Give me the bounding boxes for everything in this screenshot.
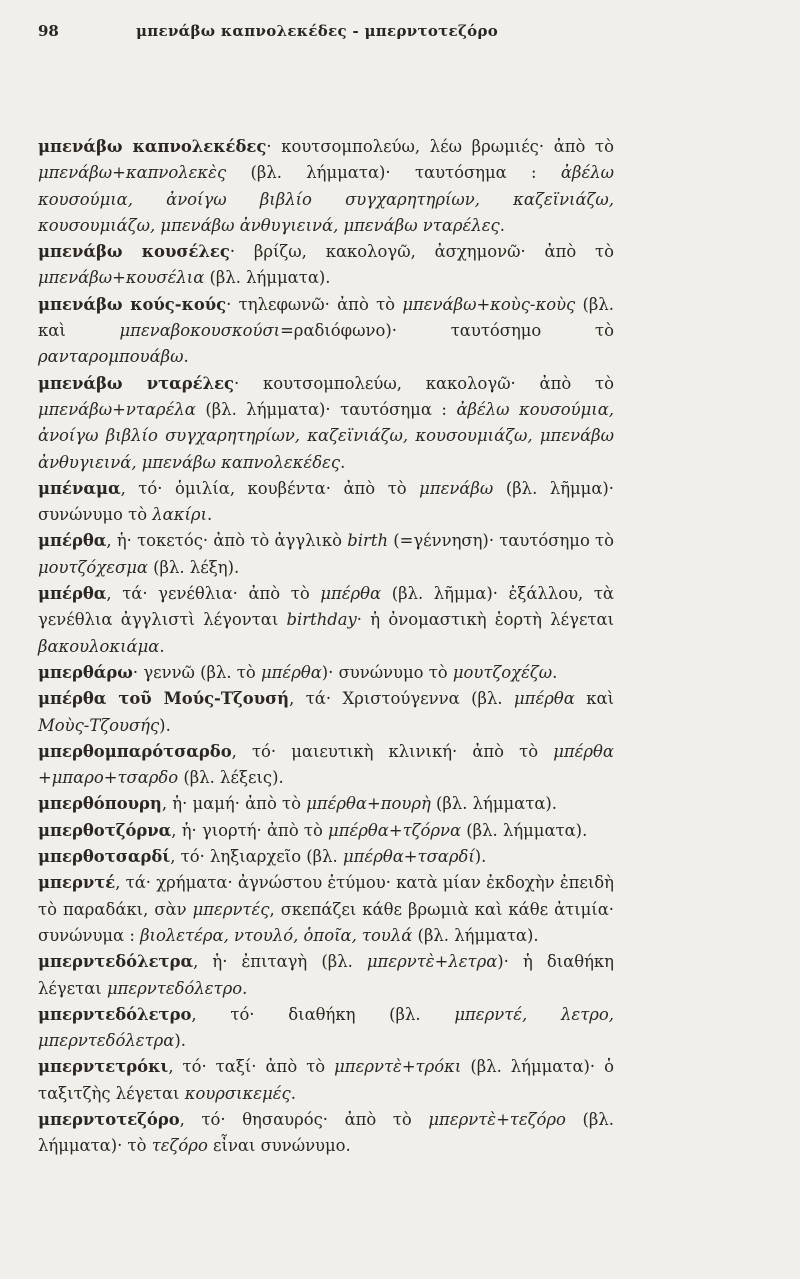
entry-text: ).: [159, 715, 171, 735]
dictionary-entry: [38, 528, 614, 581]
entry-headword: μπέρθα: [38, 531, 107, 551]
page-number: 98: [38, 22, 59, 40]
entry-text: (βλ. λήμματα).: [412, 925, 539, 945]
entry-text: , ἡ· ἐπιταγὴ (βλ.: [193, 952, 367, 972]
entry-headword: μπερθόπουρη: [38, 794, 162, 814]
entry-italic-text: ἀβέλω κουσούμια, ἀνοίγω βιβλίο συγχαρητηρίων, καζεϊνιάζω, κουσουμιάζω, μπενάβω ἀνθυγιεινά, μπενάβω καπνολεκέδες: [38, 399, 614, 472]
entry-text: (βλ. λῆμμα)· συνώνυμο τὸ: [38, 478, 615, 525]
entry-italic-text: μπέρθα: [260, 662, 322, 682]
entry-headword: μπενάβω κούς-κούς: [38, 294, 227, 314]
entry-headword: μπέναμα: [38, 478, 121, 498]
entry-italic-text: μπερντὲ+τεζόρο: [428, 1109, 566, 1129]
entry-text: , ἡ· γιορτή· ἀπὸ τὸ: [171, 820, 329, 840]
entry-text: · κουτσομπολεύω, λέω βρωμιές· ἀπὸ τὸ: [266, 137, 614, 156]
entry-italic-text: βακουλοκιάμα: [38, 636, 160, 656]
entry-italic-text: μουτζοχέζω: [452, 662, 553, 682]
dictionary-entry: [38, 239, 614, 292]
entry-text: , τό· ληξιαρχεῖο (βλ.: [170, 847, 343, 867]
entry-text: (βλ. λέξη).: [147, 557, 240, 577]
dictionary-entry: [38, 949, 614, 1002]
entry-italic-text: μπέρθα+τσαρδί: [342, 847, 475, 867]
dictionary-entry: [38, 1054, 614, 1107]
entry-text: · ἡ ὀνομαστικὴ ἑορτὴ λέγεται: [356, 610, 614, 630]
entry-text: (βλ. λήμματα).: [430, 794, 557, 814]
entry-italic-text: μπερντὲ+τρόκι: [334, 1057, 462, 1077]
entry-text: .: [183, 347, 189, 367]
entry-text: .: [290, 1083, 296, 1103]
entry-text: , σκεπάζει κάθε βρωμιὰ καὶ κάθε ἀτιμία· συνώνυμα :: [38, 899, 614, 945]
entry-italic-text: μπέρθα: [514, 689, 575, 709]
entry-italic-text: μπενάβω+νταρέλα: [38, 399, 196, 419]
entry-italic-text: birthday: [286, 610, 357, 630]
entry-text: )· ἡ διαθήκη λέγεται: [38, 952, 614, 998]
entry-headword: μπενάβω καπνολεκέδες: [38, 137, 267, 156]
entry-italic-text: μπέρθα+τζόρνα: [328, 820, 462, 840]
entry-text: , τό· μαιευτικὴ κλινική· ἀπὸ τὸ: [231, 741, 554, 761]
entry-headword: μπερντεδόλετρα: [38, 952, 194, 972]
entry-text: · γεννῶ (βλ. τὸ: [132, 662, 261, 682]
dictionary-entry: [38, 660, 614, 686]
dictionary-entry: [38, 844, 614, 870]
entry-text: .: [499, 215, 505, 235]
entry-text: .: [242, 978, 248, 998]
entry-text: , τό· διαθήκη (βλ.: [191, 1004, 455, 1024]
entry-text: · βρίζω, κακολογῶ, ἀσχημονῶ· ἀπὸ τὸ: [229, 242, 614, 262]
entry-text: εἶναι συνώνυμο.: [207, 1136, 351, 1156]
page-header: [38, 19, 762, 43]
entry-text: .: [207, 505, 213, 525]
entry-text: (βλ. λήμματα)· ταυτόσημα :: [195, 399, 457, 419]
entry-text: )· συνώνυμο τὸ: [321, 662, 453, 682]
dictionary-entry: [38, 134, 614, 239]
entry-italic-text: μπενάβω+κοὺς-κοὺς: [402, 294, 576, 314]
entry-italic-text: μπέρθα +μπαρο+τσαρδο: [38, 741, 614, 788]
entry-headword: μπερντέ: [38, 873, 116, 893]
entry-headword: μπέρθα τοῦ Μούς-Τζουσή: [38, 689, 290, 709]
entry-headword: μπερντεδόλετρο: [38, 1004, 192, 1024]
entry-text: ).: [174, 1031, 186, 1051]
dictionary-entries: [38, 134, 614, 1160]
entry-text: , τά· χρήματα· ἀγνώστου ἐτύμου· κατὰ μίαν ἐκδοχὴν ἐπειδὴ τὸ παραδάκι, σὰν: [38, 873, 614, 919]
entry-text: (βλ. λήμματα)· ὁ ταξιτζὴς λέγεται: [38, 1057, 614, 1103]
entry-italic-text: μουτζόχεσμα: [38, 557, 148, 577]
entry-italic-text: βιολετέρα, ντουλό, ὁποῖα, τουλά: [140, 925, 413, 945]
dictionary-entry: [38, 292, 614, 371]
entry-headword: μπενάβω νταρέλες: [38, 373, 235, 393]
entry-text: ).: [474, 847, 487, 867]
entry-text: (βλ. λήμματα).: [461, 820, 588, 840]
dictionary-entry: [38, 476, 614, 529]
dictionary-entry: [38, 1002, 614, 1055]
dictionary-entry: [38, 739, 614, 792]
entry-italic-text: μπενάβω+κουσέλια: [38, 268, 205, 288]
entry-italic-text: λακίρι: [152, 505, 207, 525]
entry-text: , ἡ· μαμή· ἀπὸ τὸ: [161, 794, 307, 814]
entry-italic-text: μπενάβω: [419, 478, 494, 498]
entry-headword: μπερντετρόκι: [38, 1057, 169, 1077]
entry-headword: μπερθοτσαρδί: [38, 847, 171, 867]
entry-text: (βλ. λήμματα).: [204, 268, 331, 288]
entry-headword: μπερθάρω: [38, 662, 133, 682]
entry-italic-text: Μοὺς-Τζουσής: [38, 715, 160, 735]
entry-text: καὶ: [574, 689, 615, 709]
entry-italic-text: κουρσικεμές: [184, 1083, 291, 1103]
entry-text: , τά· Χριστούγεννα (βλ.: [289, 689, 515, 709]
dictionary-entry: [38, 1107, 614, 1160]
entry-text: (βλ. καὶ: [38, 294, 614, 341]
entry-text: .: [340, 452, 346, 472]
entry-text: (βλ. λέξεις).: [178, 768, 284, 788]
entry-headword: μπερθομπαρότσαρδο: [38, 741, 232, 761]
dictionary-entry: [38, 818, 614, 844]
entry-italic-text: μπεναβοκουσκούσι: [119, 321, 281, 341]
entry-italic-text: ρανταρομπουάβω: [38, 347, 184, 367]
entry-text: , τό· ὁμιλία, κουβέντα· ἀπὸ τὸ: [120, 478, 420, 498]
entry-text: , τό· ταξί· ἀπὸ τὸ: [168, 1057, 335, 1077]
running-title: μπενάβω καπνολεκέδες - μπερντοτεζόρο: [136, 22, 499, 40]
entry-text: (βλ. λῆμμα)· ἐξάλλου, τὰ γενέθλια ἀγγλιστὶ λέγονται: [38, 584, 614, 630]
entry-text: (=γέννηση)· ταυτόσημο τὸ: [388, 531, 614, 551]
entry-italic-text: birth: [347, 531, 389, 551]
entry-headword: μπενάβω κουσέλες: [38, 242, 230, 262]
entry-italic-text: μπέρθα: [320, 584, 382, 604]
dictionary-entry: [38, 581, 614, 660]
entry-italic-text: μπέρθα+πουρὴ: [306, 794, 431, 814]
entry-text: · κουτσομπολεύω, κακολογῶ· ἀπὸ τὸ: [234, 373, 614, 393]
entry-italic-text: ἀβέλω κουσούμια, ἀνοίγω βιβλίο συγχαρητηρίων, καζεϊνιάζω, κουσουμιάζω, μπενάβω ἀνθυγιεινά, μπενάβω νταρέλες: [38, 163, 614, 235]
entry-headword: μπερντοτεζόρο: [38, 1109, 180, 1129]
entry-text: .: [159, 636, 165, 656]
dictionary-entry: [38, 686, 614, 739]
entry-italic-text: μπερντές: [192, 899, 270, 919]
entry-text: =ραδιόφωνο)· ταυτόσημο τὸ: [280, 321, 614, 341]
entry-italic-text: τεζόρο: [151, 1136, 208, 1156]
entry-text: , τό· θησαυρός· ἀπὸ τὸ: [179, 1109, 429, 1129]
entry-text: (βλ. λήμματα)· τὸ: [38, 1109, 614, 1156]
entry-text: , ἡ· τοκετός· ἀπὸ τὸ ἀγγλικὸ: [106, 531, 348, 551]
dictionary-entry: [38, 870, 614, 949]
entry-text: (βλ. λήμματα)· ταυτόσημα :: [226, 163, 561, 183]
entry-headword: μπερθοτζόρνα: [38, 820, 172, 840]
entry-italic-text: μπενάβω+καπνολεκὲς: [38, 163, 227, 183]
entry-italic-text: μπερντέ, λετρο, μπερντεδόλετρα: [38, 1004, 614, 1051]
entry-text: · τηλεφωνῶ· ἀπὸ τὸ: [226, 294, 403, 314]
entry-italic-text: μπερντεδόλετρο: [106, 978, 243, 998]
entry-italic-text: μπερντὲ+λετρα: [366, 952, 498, 972]
dictionary-entry: [38, 371, 614, 476]
entry-text: , τά· γενέθλια· ἀπὸ τὸ: [106, 584, 321, 604]
entry-headword: μπέρθα: [38, 584, 107, 604]
dictionary-entry: [38, 791, 614, 817]
entry-text: .: [552, 662, 558, 682]
